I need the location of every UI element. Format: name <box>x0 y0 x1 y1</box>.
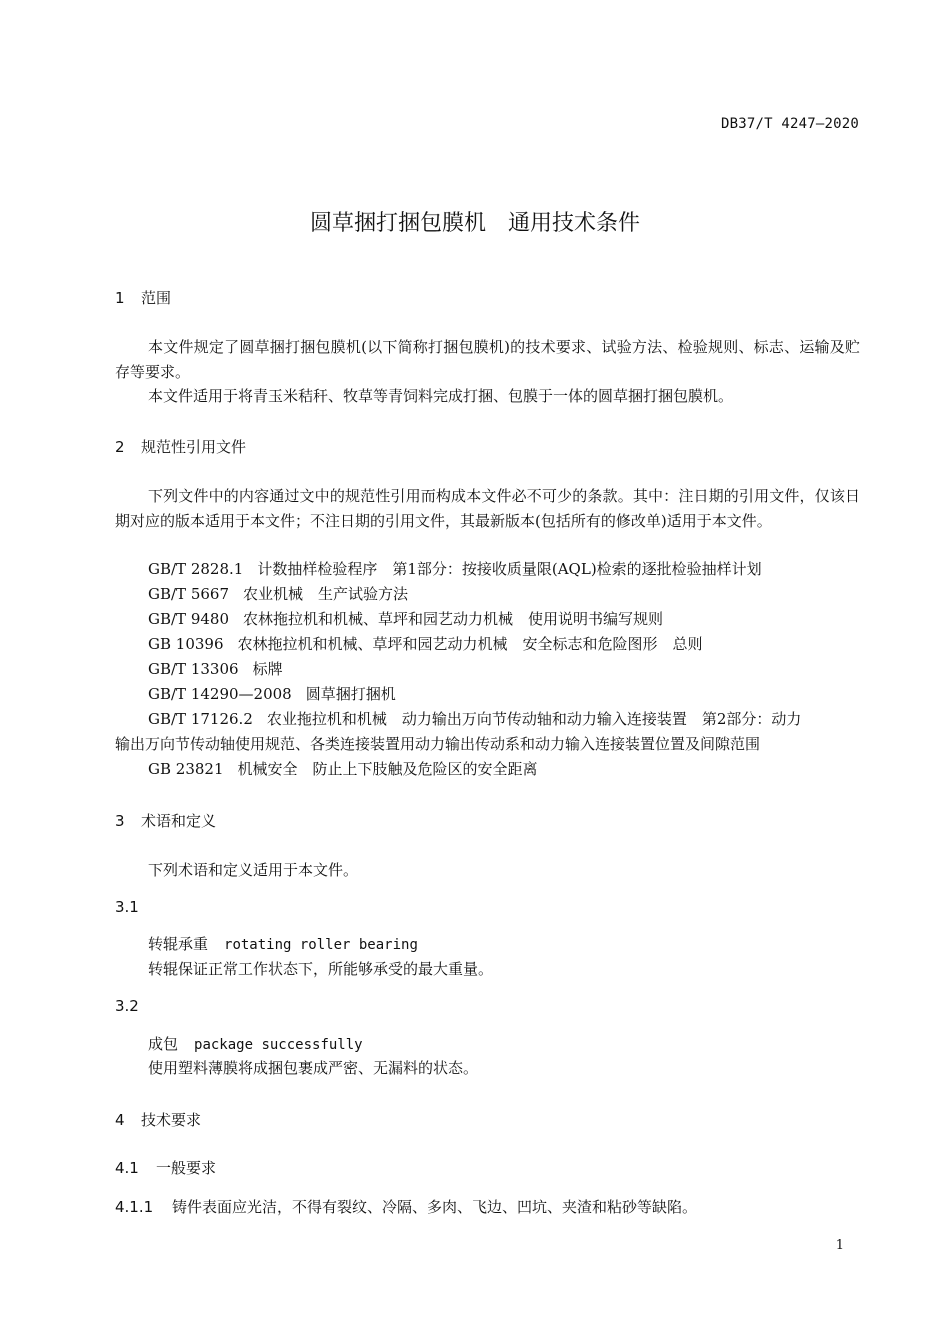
reference-title: 农业机械 生产试验方法 <box>243 585 409 603</box>
term-entry <box>148 933 418 954</box>
reference-title: 农林拖拉机和机械、草坪和园艺动力机械 使用说明书编写规则 <box>243 610 664 628</box>
subsection-title: 一般要求 <box>156 1159 217 1177</box>
section-title: 术语和定义 <box>141 812 217 830</box>
reference-title: 农林拖拉机和机械、草坪和园艺动力机械 安全标志和危险图形 总则 <box>237 635 703 653</box>
section-heading-4 <box>115 1109 201 1130</box>
reference-item <box>148 758 538 779</box>
section-title: 范围 <box>141 289 172 307</box>
reference-item <box>148 708 801 729</box>
term-number: 3.1 <box>115 898 139 916</box>
reference-item <box>148 558 762 579</box>
section-number: 1 <box>115 289 125 307</box>
section-title: 规范性引用文件 <box>141 438 247 456</box>
reference-code: GB/T 9480 <box>148 610 230 628</box>
paragraph: 本文件规定了圆草捆打捆包膜机(以下简称打捆包膜机)的技术要求、试验方法、检验规则、标志、运输及贮存等要求。 <box>115 338 860 381</box>
reference-item <box>148 683 396 704</box>
page-number: 1 <box>835 1238 844 1253</box>
section-heading-3 <box>115 810 216 831</box>
reference-item <box>148 658 283 679</box>
term-definition: 转辊保证正常工作状态下，所能够承受的最大重量。 <box>148 960 494 978</box>
reference-code: GB 23821 <box>148 760 224 778</box>
paragraph: 下列文件中的内容通过文中的规范性引用而构成本文件必不可少的条款。其中：注日期的引用文件，仅该日期对应的版本适用于本文件；不注日期的引用文件，其最新版本(包括所有的修改单)适用于本文件。 <box>115 487 860 530</box>
term-number: 3.2 <box>115 997 139 1015</box>
reference-code: GB 10396 <box>148 635 224 653</box>
term-zh: 成包 <box>148 1035 179 1053</box>
reference-code: GB/T 5667 <box>148 585 230 603</box>
reference-continuation: 输出万向节传动轴使用规范、各类连接装置用动力输出传动系和动力输入连接装置位置及间隙范围 <box>115 735 761 753</box>
reference-title: 机械安全 防止上下肢触及危险区的安全距离 <box>237 760 538 778</box>
term-definition: 使用塑料薄膜将成捆包裹成严密、无漏料的状态。 <box>148 1059 479 1077</box>
section-number: 2 <box>115 438 125 456</box>
section-heading-1 <box>115 287 171 308</box>
reference-code: GB/T 14290—2008 <box>148 685 292 703</box>
paragraph: 本文件适用于将青玉米秸秆、牧草等青饲料完成打捆、包膜于一体的圆草捆打捆包膜机。 <box>148 387 734 405</box>
section-number: 3 <box>115 812 125 830</box>
clause-number: 4.1.1 <box>115 1198 154 1216</box>
reference-title: 圆草捆打捆机 <box>305 685 396 703</box>
clause <box>115 1196 697 1217</box>
term-zh: 转辊承重 <box>148 935 209 953</box>
reference-code: GB/T 17126.2 <box>148 710 253 728</box>
reference-code: GB/T 2828.1 <box>148 560 244 578</box>
paragraph: 下列术语和定义适用于本文件。 <box>148 861 359 879</box>
section-title: 技术要求 <box>141 1111 202 1129</box>
term-entry <box>148 1033 363 1054</box>
reference-title: 标牌 <box>252 660 283 678</box>
term-en: rotating roller bearing <box>224 937 418 953</box>
section-number: 4 <box>115 1111 125 1129</box>
subsection-heading <box>115 1157 216 1178</box>
reference-item <box>148 608 663 629</box>
reference-title: 计数抽样检验程序 第1部分：按接收质量限(AQL)检索的逐批检验抽样计划 <box>257 560 762 578</box>
section-heading-2 <box>115 436 246 457</box>
reference-item <box>148 583 408 604</box>
reference-code: GB/T 13306 <box>148 660 239 678</box>
standard-number: DB37/T 4247—2020 <box>720 116 859 132</box>
subsection-number: 4.1 <box>115 1159 139 1177</box>
clause-text: 铸件表面应光洁，不得有裂纹、冷隔、多肉、飞边、凹坑、夹渣和粘砂等缺陷。 <box>172 1198 698 1216</box>
document-title: 圆草捆打捆包膜机 通用技术条件 <box>309 211 640 236</box>
reference-title: 农业拖拉机和机械 动力输出万向节传动轴和动力输入连接装置 第2部分：动力 <box>266 710 802 728</box>
reference-item <box>148 633 703 654</box>
term-en: package successfully <box>194 1037 363 1053</box>
